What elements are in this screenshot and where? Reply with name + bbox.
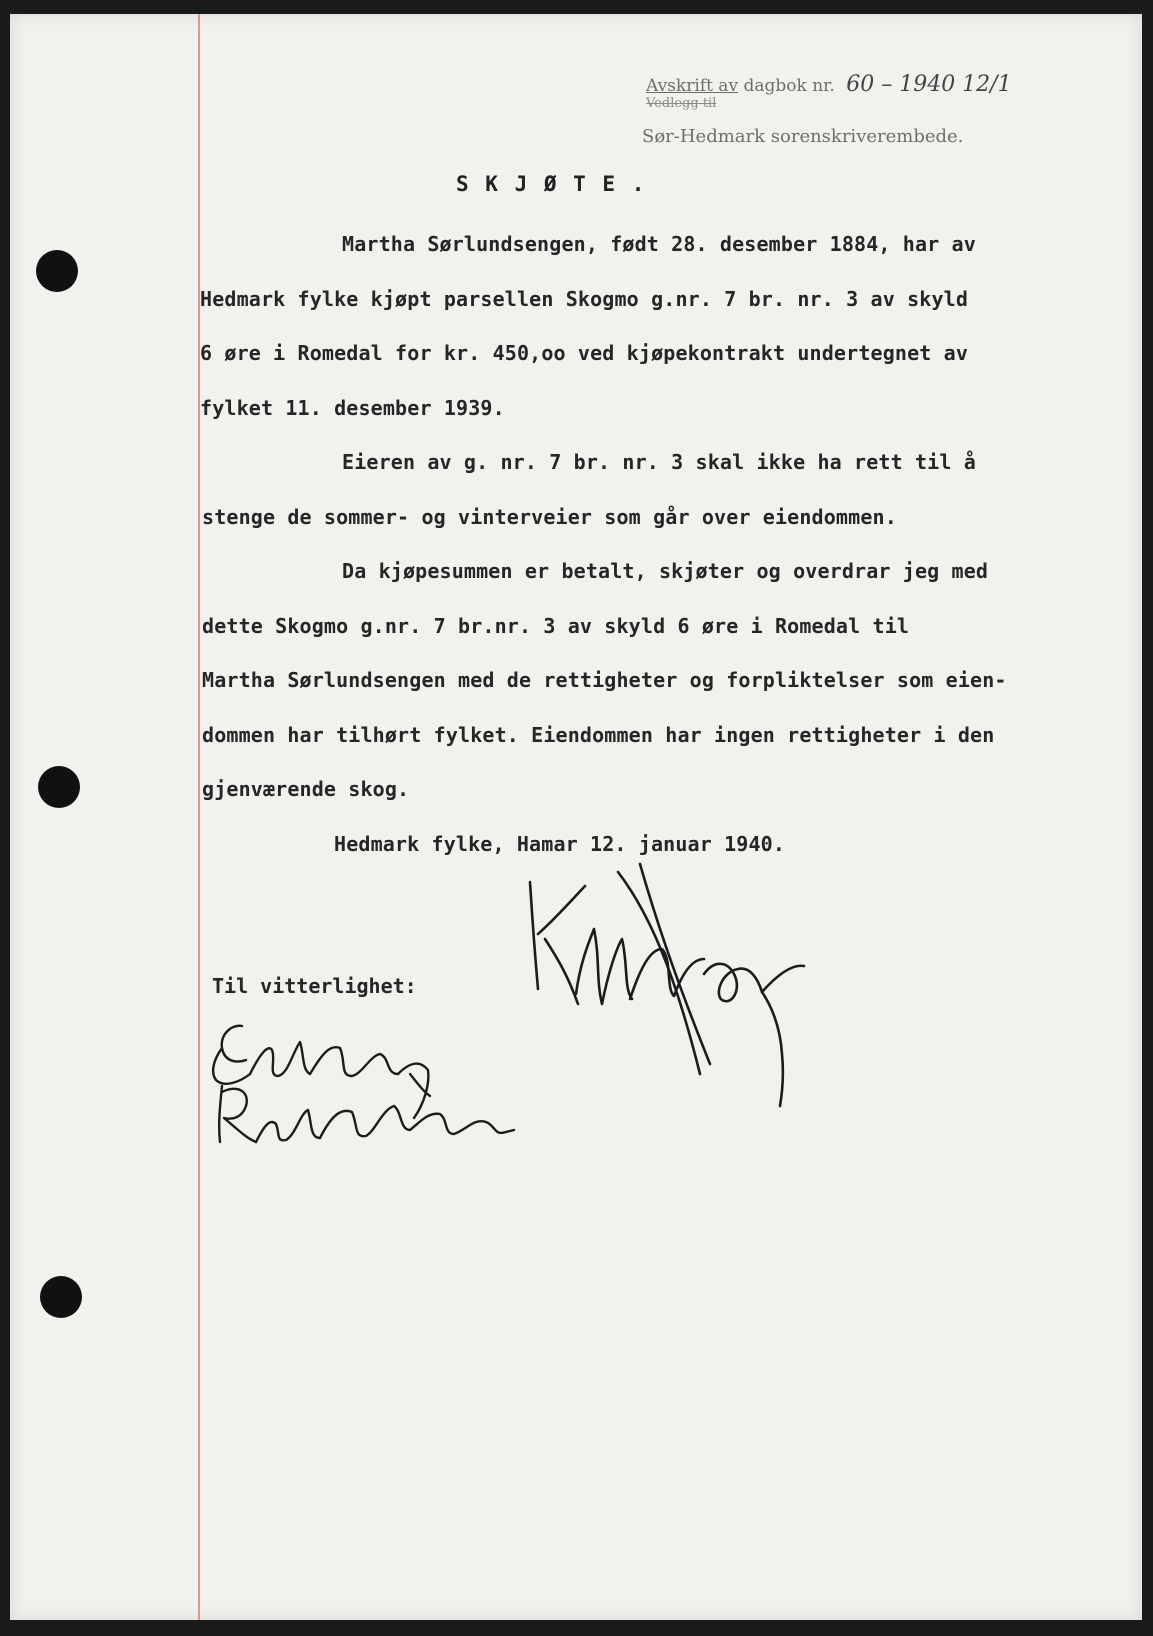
- stamp-office: Sør-Hedmark sorenskriverembede.: [642, 126, 964, 147]
- body-line-11: gjenværende skog.: [202, 777, 410, 801]
- stamp-handwritten-number: 60 – 1940 12/1: [846, 72, 1012, 97]
- place-date-line: Hedmark fylke, Hamar 12. januar 1940.: [334, 832, 786, 856]
- body-line-5: Eieren av g. nr. 7 br. nr. 3 skal ikke ha rett til å: [342, 450, 976, 474]
- body-line-3: 6 øre i Romedal for kr. 450,oo ved kjøpekontrakt undertegnet av: [200, 341, 969, 365]
- stamp-suffix: dagbok nr.: [743, 76, 835, 96]
- document-title: S K J Ø T E .: [456, 172, 647, 196]
- main-signature: [530, 864, 804, 1106]
- witness-label: Til vitterlighet:: [212, 974, 417, 998]
- body-line-7: Da kjøpesummen er betalt, skjøter og overdrar jeg med: [342, 559, 989, 583]
- body-line-8: dette Skogmo g.nr. 7 br.nr. 3 av skyld 6 øre i Romedal til: [202, 614, 910, 638]
- stamp-prefix: Avskrift av: [646, 76, 739, 96]
- body-line-1: Martha Sørlundsengen, født 28. desember 1884, har av: [342, 232, 976, 256]
- body-line-2: Hedmark fylke kjøpt parsellen Skogmo g.nr. 7 br. nr. 3 av skyld: [200, 287, 969, 311]
- body-line-6: stenge de sommer- og vinterveier som går over eiendommen.: [202, 505, 897, 529]
- body-line-4: fylket 11. desember 1939.: [200, 396, 505, 420]
- signatures-layer: [10, 14, 1142, 1620]
- stamp-line2: Vedlegg til: [646, 96, 717, 111]
- body-line-10: dommen har tilhørt fylket. Eiendommen har ingen rettigheter i den: [202, 723, 995, 747]
- body-line-9: Martha Sørlundsengen med de rettigheter og forpliktelser som eien-: [202, 668, 1007, 692]
- witness-signature-2: [219, 1086, 514, 1142]
- document-page: [10, 14, 1142, 1620]
